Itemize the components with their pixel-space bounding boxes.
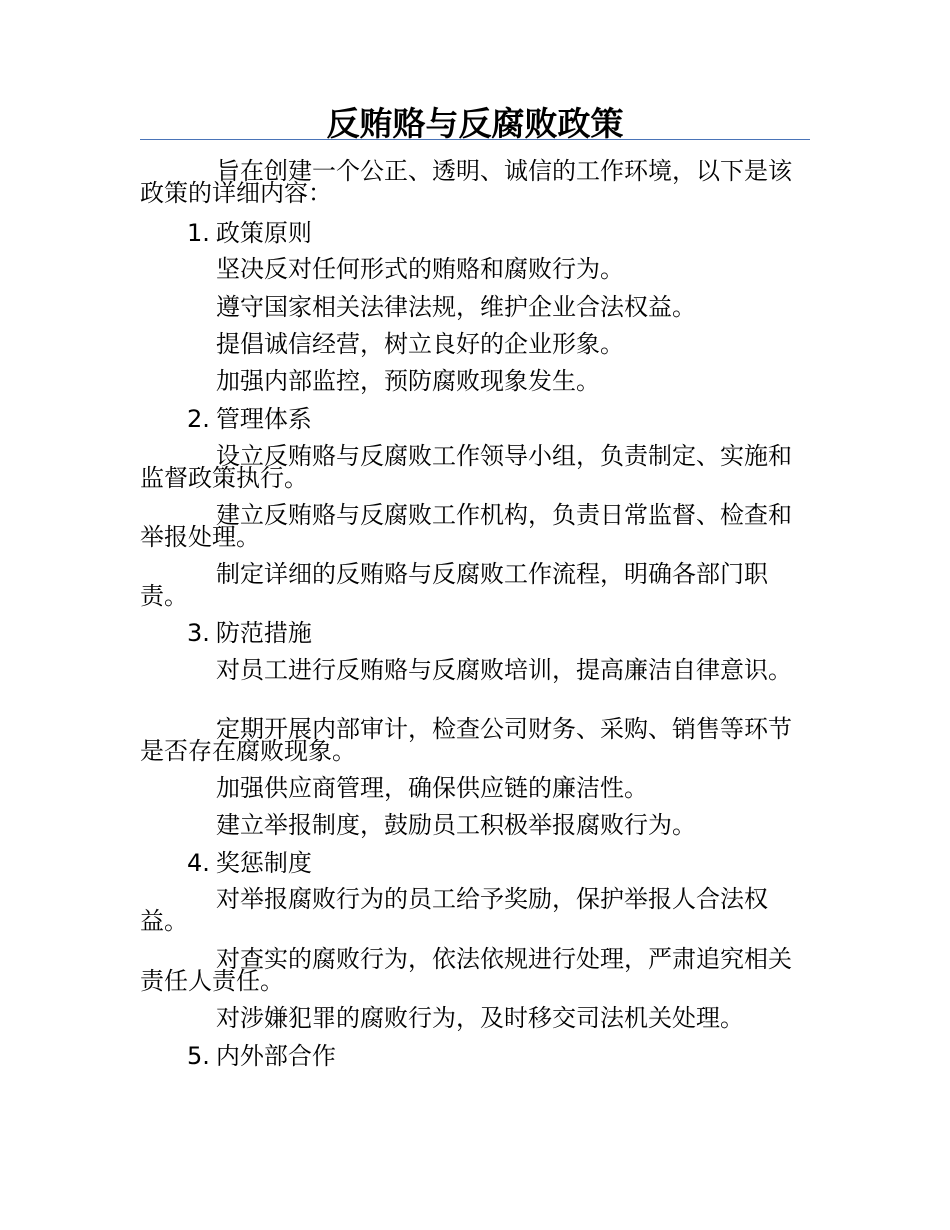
section-number: 3. bbox=[187, 619, 210, 647]
section-title: 奖惩制度 bbox=[215, 849, 312, 877]
list-item: 对涉嫌犯罪的腐败行为，及时移交司法机关处理。 bbox=[216, 1004, 744, 1032]
list-item: 加强供应商管理，确保供应链的廉洁性。 bbox=[216, 774, 648, 802]
section-number: 5. bbox=[187, 1042, 210, 1070]
section-number: 4. bbox=[187, 849, 210, 877]
section-heading-4 bbox=[187, 850, 312, 876]
page-title: 反贿赂与反腐败政策 bbox=[326, 104, 624, 143]
section-heading-5 bbox=[187, 1043, 336, 1069]
section-number: 1. bbox=[187, 219, 210, 247]
section-title: 防范措施 bbox=[215, 619, 312, 647]
section-title: 内外部合作 bbox=[215, 1042, 336, 1070]
section-number: 2. bbox=[187, 405, 210, 433]
section-heading-2 bbox=[187, 406, 312, 432]
list-item: 制定详细的反贿赂与反腐败工作流程，明确各部门职责。 bbox=[140, 560, 768, 610]
section-heading-1 bbox=[187, 220, 312, 246]
list-item: 对举报腐败行为的员工给予奖励，保护举报人合法权益。 bbox=[140, 885, 768, 935]
section-heading-3 bbox=[187, 620, 312, 646]
list-item: 设立反贿赂与反腐败工作领导小组，负责制定、实施和监督政策执行。 bbox=[140, 442, 792, 492]
list-item: 加强内部监控，预防腐败现象发生。 bbox=[216, 367, 600, 395]
section-title: 管理体系 bbox=[215, 405, 312, 433]
list-item: 坚决反对任何形式的贿赂和腐败行为。 bbox=[216, 255, 624, 283]
list-item: 提倡诚信经营，树立良好的企业形象。 bbox=[216, 330, 624, 358]
intro-paragraph: 旨在创建一个公正、透明、诚信的工作环境，以下是该政策的详细内容： bbox=[140, 157, 792, 207]
section-title: 政策原则 bbox=[215, 219, 312, 247]
list-item: 对查实的腐败行为，依法依规进行处理，严肃追究相关责任人责任。 bbox=[140, 945, 792, 995]
list-item: 建立反贿赂与反腐败工作机构，负责日常监督、检查和举报处理。 bbox=[140, 501, 792, 551]
list-item: 对员工进行反贿赂与反腐败培训，提高廉洁自律意识。 bbox=[216, 656, 792, 684]
list-item: 建立举报制度，鼓励员工积极举报腐败行为。 bbox=[216, 811, 696, 839]
list-item: 遵守国家相关法律法规，维护企业合法权益。 bbox=[216, 293, 696, 321]
list-item: 定期开展内部审计，检查公司财务、采购、销售等环节是否存在腐败现象。 bbox=[140, 715, 792, 765]
title-underline bbox=[140, 139, 810, 140]
